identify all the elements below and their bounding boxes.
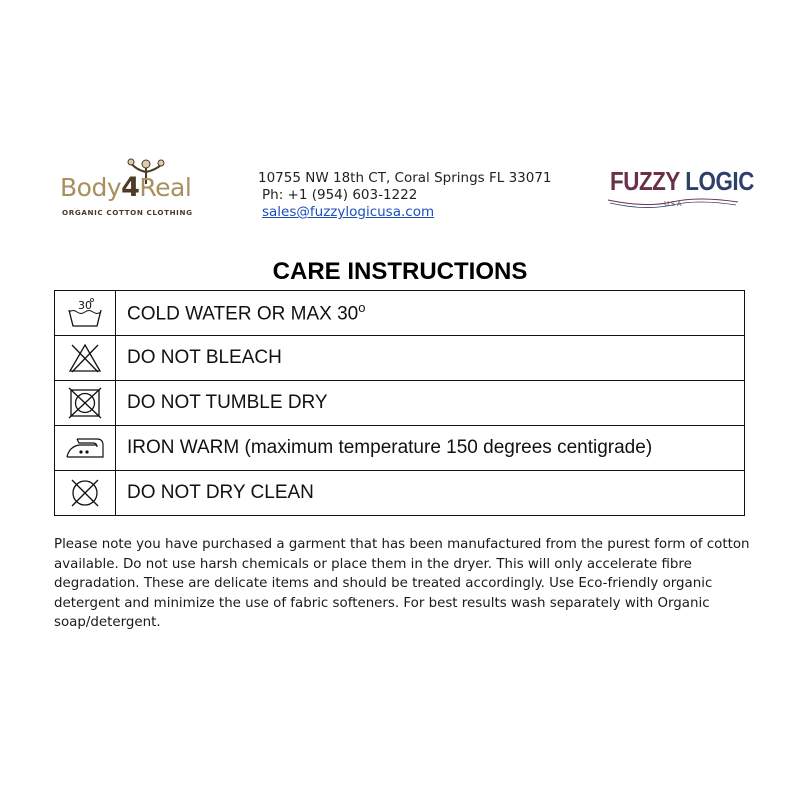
care-row-dryclean (55, 471, 745, 516)
phone-text: Ph: +1 (954) 603-1222 (262, 187, 418, 203)
wash-30-icon (65, 296, 105, 330)
care-text-tumble: DO NOT TUMBLE DRY (116, 381, 745, 426)
brand-tagline: ORGANIC COTTON CLOTHING (62, 208, 193, 217)
care-row-bleach (55, 336, 745, 381)
address-text: 10755 NW 18th CT, Coral Springs FL 33071 (258, 170, 552, 186)
care-instructions-table (54, 290, 745, 516)
svg-text:30: 30 (78, 299, 92, 312)
care-text-dryclean: DO NOT DRY CLEAN (116, 471, 745, 516)
body4real-logo (60, 158, 200, 220)
usa-label: USA (664, 200, 683, 208)
care-row-tumble (55, 381, 745, 426)
email-link[interactable]: sales@fuzzylogicusa.com (262, 204, 435, 220)
page-title: CARE INSTRUCTIONS (272, 258, 528, 285)
fuzzy-logic-logo (606, 162, 754, 212)
fuzzy-logic-wordmark: FUZZY LOGIC (610, 166, 754, 196)
brand-name: Body4Real (60, 172, 192, 203)
degree-superscript: o (358, 300, 366, 316)
care-note-paragraph: Please note you have purchased a garment that has been manufactured from the purest form of cotton available. Do not use harsh chemicals or place them in the dryer. This will only accelerate fibre degradation. These are delicate items and should be treated accordingly. Use Eco-friendly organic detergent and minimize the use of fabric softeners. For best results wash separately with Organic soap/detergent. (54, 537, 750, 631)
do-not-dry-clean-icon (68, 476, 102, 510)
care-text-iron: IRON WARM (maximum temperature 150 degrees centigrade) (116, 426, 745, 471)
do-not-tumble-dry-icon (67, 386, 103, 420)
contact-info (258, 170, 552, 221)
do-not-bleach-icon (67, 342, 103, 374)
care-row-iron (55, 426, 745, 471)
care-text-wash: COLD WATER OR MAX 30 (127, 303, 359, 325)
iron-warm-icon (63, 433, 107, 463)
care-row-wash (55, 291, 745, 336)
care-text-bleach: DO NOT BLEACH (116, 336, 745, 381)
